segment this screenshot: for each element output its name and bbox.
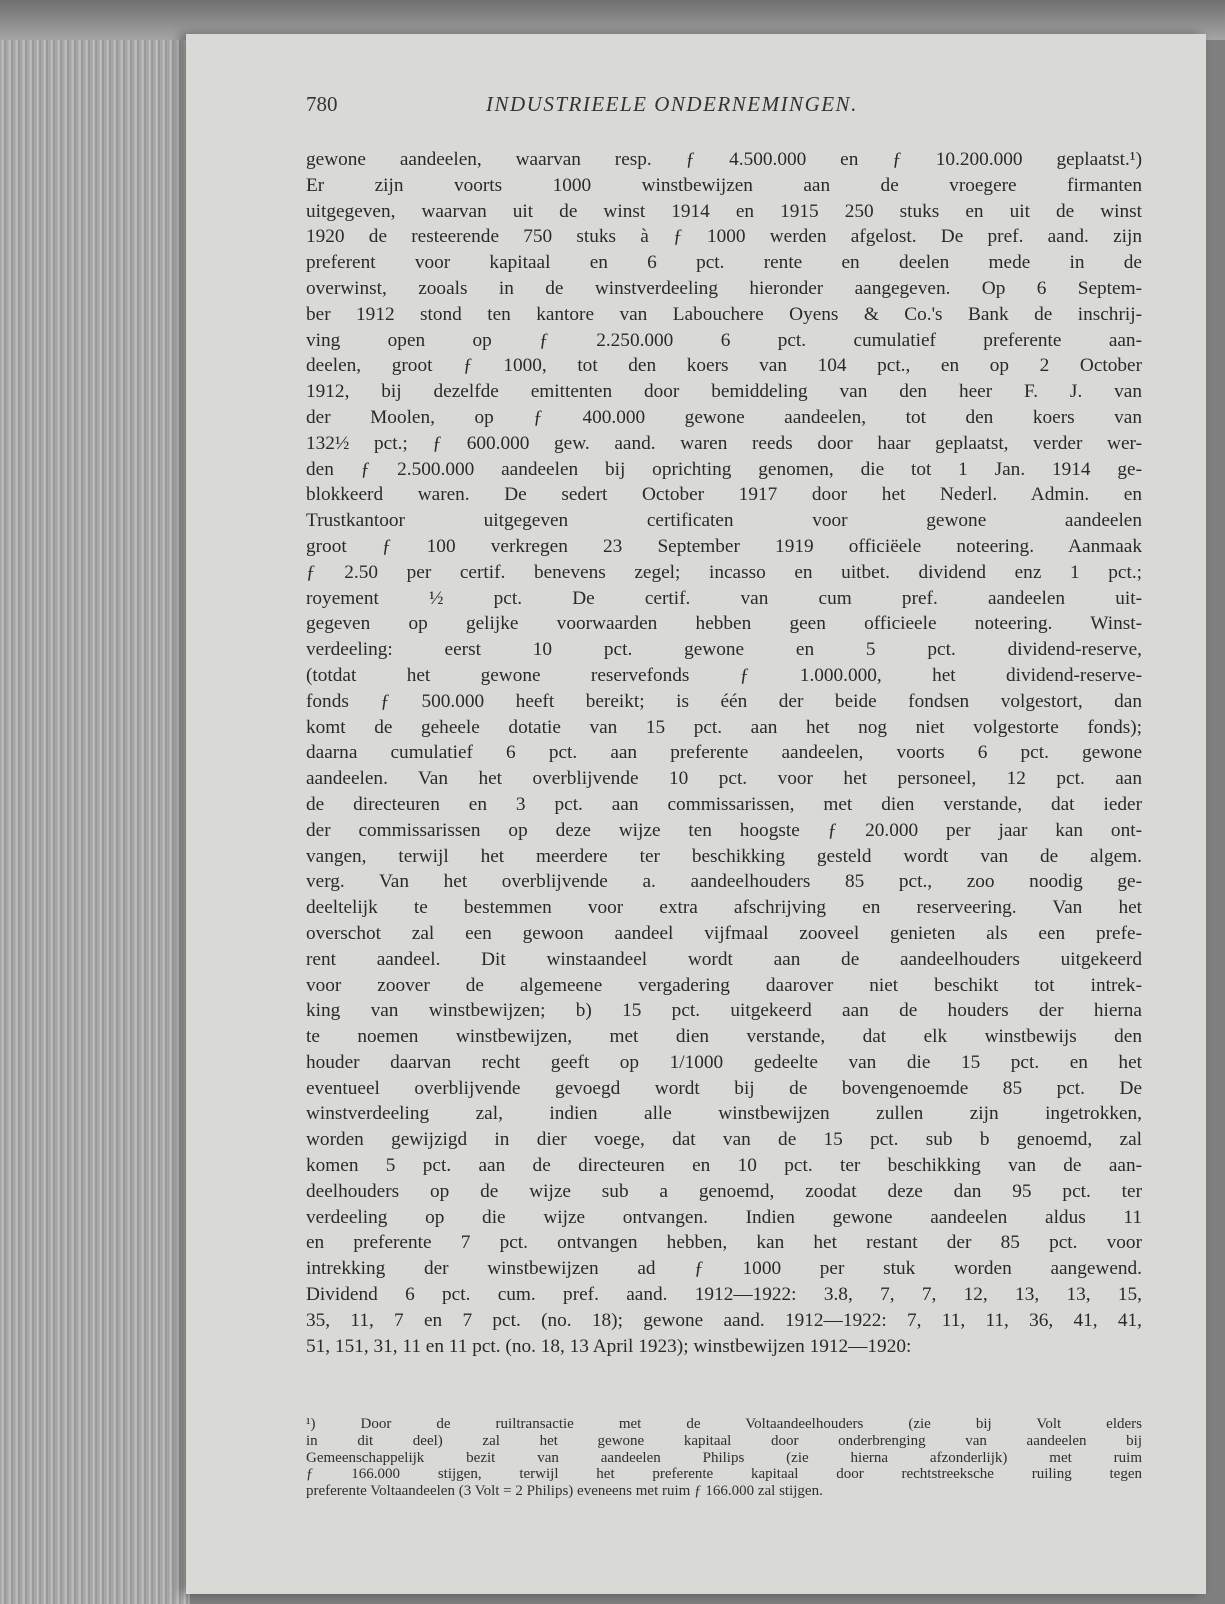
footnotes bbox=[306, 1416, 1142, 1500]
body-line: (totdat het gewone reservefonds ƒ 1.000.000, het dividend-reserve- bbox=[306, 664, 1142, 686]
body-line: komen 5 pct. aan de directeuren en 10 pct. ter beschikking van de aan- bbox=[306, 1155, 1142, 1177]
body-line: Er zijn voorts 1000 winstbewijzen aan de vroegere firmanten bbox=[306, 174, 1142, 196]
body-line: voor zoover de algemeene vergadering daarover niet beschikt tot intrek- bbox=[306, 974, 1142, 996]
body-line: verdeeling op die wijze ontvangen. Indien gewone aandeelen aldus 11 bbox=[306, 1206, 1142, 1228]
body-line: aandeelen. Van het overblijvende 10 pct. voor het personeel, 12 pct. aan bbox=[306, 768, 1142, 790]
footnote-line: preferente Voltaandeelen (3 Volt = 2 Philips) eveneens met ruim ƒ 166.000 zal stijgen. bbox=[306, 1483, 823, 1500]
body-line: deeltelijk te bestemmen voor extra afschrijving en reserveering. Van het bbox=[306, 897, 1142, 919]
body-line: der Moolen, op ƒ 400.000 gewone aandeelen, tot den koers van bbox=[306, 406, 1142, 428]
body-line: verg. Van het overblijvende a. aandeelhouders 85 pct., zoo noodig ge- bbox=[306, 871, 1142, 893]
footnote-line: Gemeenschappelijk bezit van aandeelen Philips (zie hierna afzonderlijk) met ruim bbox=[306, 1449, 1142, 1466]
body-line: den ƒ 2.500.000 aandeelen bij oprichting genomen, die tot 1 Jan. 1914 ge- bbox=[306, 458, 1142, 480]
body-line: verdeeling: eerst 10 pct. gewone en 5 pct. dividend-reserve, bbox=[306, 639, 1142, 661]
running-title: INDUSTRIEELE ONDERNEMINGEN. bbox=[486, 92, 858, 116]
body-line: en preferente 7 pct. ontvangen hebben, kan het restant der 85 pct. voor bbox=[306, 1232, 1142, 1254]
book-page-edges bbox=[0, 0, 190, 1604]
body-line: eventueel overblijvende gevoegd wordt bij de bovengenoemde 85 pct. De bbox=[306, 1077, 1142, 1099]
footnote-line: in dit deel) zal het gewone kapitaal door onderbrenging van aandeelen bij bbox=[306, 1432, 1142, 1449]
body-line: king van winstbewijzen; b) 15 pct. uitgekeerd aan de houders der hierna bbox=[306, 1000, 1142, 1022]
body-text bbox=[306, 147, 1142, 1359]
body-line: komt de geheele dotatie van 15 pct. aan het nog niet volgestorte fonds); bbox=[306, 716, 1142, 738]
body-line: uitgegeven, waarvan uit de winst 1914 en 1915 250 stuks en uit de winst bbox=[306, 200, 1142, 222]
body-line: deelhouders op de wijze sub a genoemd, zoodat deze dan 95 pct. ter bbox=[306, 1180, 1142, 1202]
body-line: te noemen winstbewijzen, met dien verstande, dat elk winstbewijs den bbox=[306, 1026, 1142, 1048]
body-line: rent aandeel. Dit winstaandeel wordt aan de aandeelhouders uitgekeerd bbox=[306, 948, 1142, 970]
body-line: 35, 11, 7 en 7 pct. (no. 18); gewone aand. 1912—1922: 7, 11, 11, 36, 41, 41, bbox=[306, 1309, 1142, 1331]
body-line: groot ƒ 100 verkregen 23 September 1919 officiëele noteering. Aanmaak bbox=[306, 535, 1142, 557]
body-line: 51, 151, 31, 11 en 11 pct. (no. 18, 13 April 1923); winstbewijzen 1912—1920: bbox=[306, 1335, 912, 1357]
body-line: 1920 de resteerende 750 stuks à ƒ 1000 werden afgelost. De pref. aand. zijn bbox=[306, 226, 1142, 248]
body-line: daarna cumulatief 6 pct. aan preferente aandeelen, voorts 6 pct. gewone bbox=[306, 742, 1142, 764]
body-line: Trustkantoor uitgegeven certificaten voor gewone aandeelen bbox=[306, 510, 1142, 532]
body-line: overschot zal een gewoon aandeel vijfmaal zooveel genieten als een prefe- bbox=[306, 922, 1142, 944]
body-line: ber 1912 stond ten kantore van Labouchere Oyens & Co.'s Bank de inschrij- bbox=[306, 303, 1142, 325]
body-line: royement ½ pct. De certif. van cum pref. aandeelen uit- bbox=[306, 587, 1142, 609]
body-line: der commissarissen op deze wijze ten hoogste ƒ 20.000 per jaar kan ont- bbox=[306, 819, 1142, 841]
body-line: intrekking der winstbewijzen ad ƒ 1000 per stuk worden aangewend. bbox=[306, 1258, 1142, 1280]
body-line: ving open op ƒ 2.250.000 6 pct. cumulatief preferente aan- bbox=[306, 329, 1142, 351]
body-line: 1912, bij dezelfde emittenten door bemiddeling van den heer F. J. van bbox=[306, 381, 1142, 403]
body-line: de directeuren en 3 pct. aan commissarissen, met dien verstande, dat ieder bbox=[306, 793, 1142, 815]
body-line: deelen, groot ƒ 1000, tot den koers van 104 pct., en op 2 October bbox=[306, 355, 1142, 377]
body-line: preferent voor kapitaal en 6 pct. rente en deelen mede in de bbox=[306, 252, 1142, 274]
body-line: gewone aandeelen, waarvan resp. ƒ 4.500.000 en ƒ 10.200.000 geplaatst.¹) bbox=[306, 149, 1142, 170]
body-line: overwinst, zooals in de winstverdeeling hieronder aangegeven. Op 6 Septem- bbox=[306, 277, 1142, 299]
page-number: 780 bbox=[306, 92, 338, 116]
body-line: winstverdeeling zal, indien alle winstbewijzen zullen zijn ingetrokken, bbox=[306, 1103, 1142, 1125]
body-line: fonds ƒ 500.000 heeft bereikt; is één der beide fondsen volgestort, dan bbox=[306, 690, 1142, 712]
footnote-line: ¹) Door de ruiltransactie met de Voltaandeelhouders (zie bij Volt elders bbox=[306, 1416, 1142, 1432]
body-line: 132½ pct.; ƒ 600.000 gew. aand. waren reeds door haar geplaatst, verder wer- bbox=[306, 432, 1142, 454]
body-line: gegeven op gelijke voorwaarden hebben geen officieele noteering. Winst- bbox=[306, 613, 1142, 635]
body-line: Dividend 6 pct. cum. pref. aand. 1912—1922: 3.8, 7, 7, 12, 13, 13, 15, bbox=[306, 1284, 1142, 1306]
body-line: worden gewijzigd in dier voege, dat van de 15 pct. sub b genoemd, zal bbox=[306, 1129, 1142, 1151]
body-line: vangen, terwijl het meerdere ter beschikking gesteld wordt van de algem. bbox=[306, 845, 1142, 867]
body-line: houder daarvan recht geeft op 1/1000 gedeelte van die 15 pct. en het bbox=[306, 1051, 1142, 1073]
body-line: blokkeerd waren. De sedert October 1917 door het Nederl. Admin. en bbox=[306, 484, 1142, 506]
footnote-line: ƒ 166.000 stijgen, terwijl het preferente kapitaal door rechtstreeksche ruiling tegen bbox=[306, 1466, 1142, 1483]
document-page bbox=[186, 34, 1206, 1594]
body-line: ƒ 2.50 per certif. benevens zegel; incasso en uitbet. dividend enz 1 pct.; bbox=[306, 561, 1142, 583]
page-header bbox=[306, 92, 1146, 122]
